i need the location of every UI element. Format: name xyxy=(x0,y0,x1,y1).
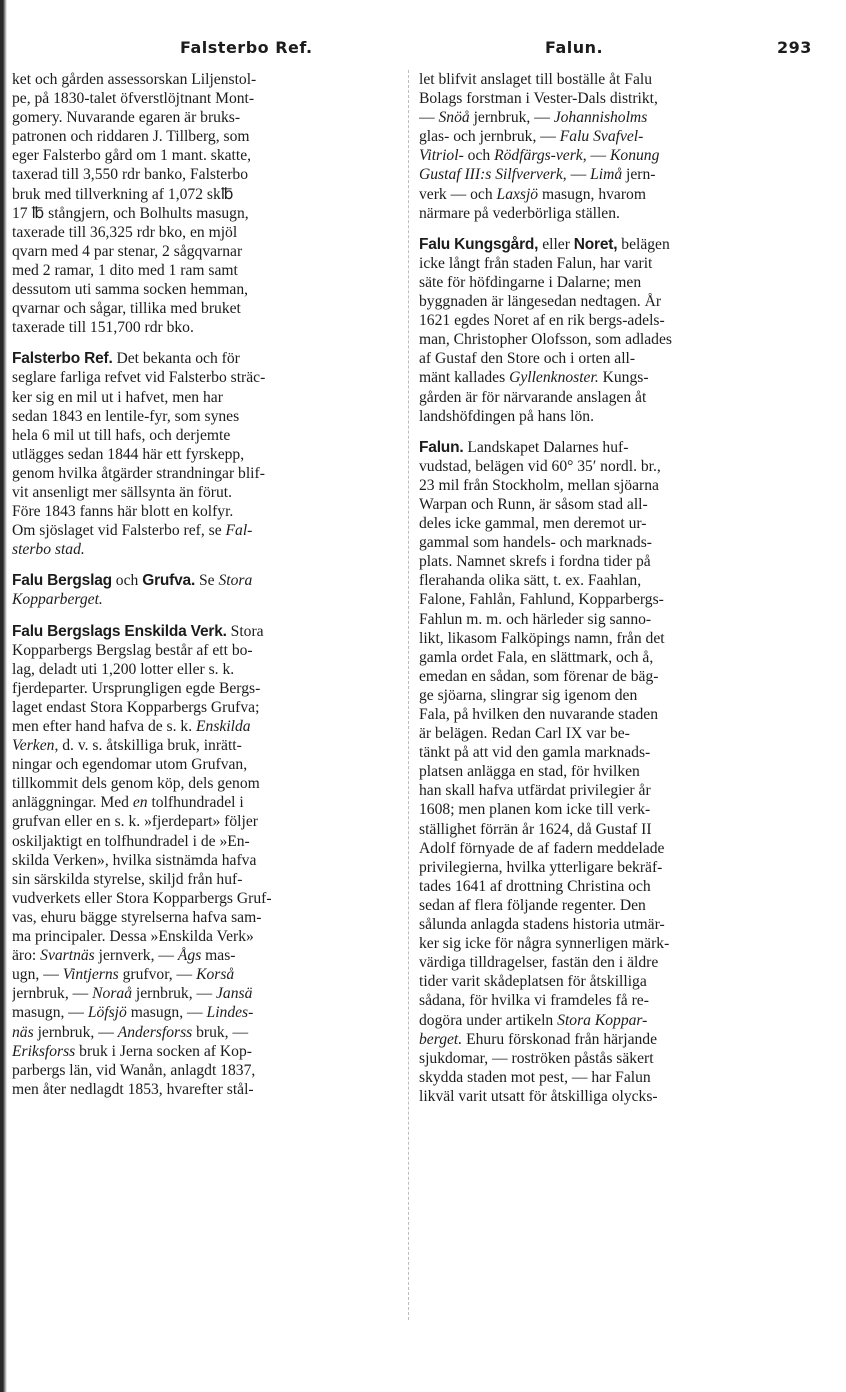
italic-run: Vitriol- xyxy=(419,147,464,165)
paragraph-falsterbo-ref xyxy=(12,349,396,559)
text-run: Stora xyxy=(226,622,264,640)
entry-heading: Falun. xyxy=(419,438,464,456)
italic-run: näs xyxy=(12,1023,34,1041)
text-line: sålunda anlagda stadens historia utmär- xyxy=(419,916,665,934)
text-line: tillkommit dels genom köp, dels genom xyxy=(12,775,260,793)
text-line xyxy=(12,540,396,559)
entry-heading: Falu Bergslags Enskilda Verk. xyxy=(12,622,227,640)
text-line xyxy=(12,984,396,1003)
text-line: vit ansenligt mer sällsynta än förut. xyxy=(12,483,232,501)
text-run: mas- xyxy=(201,947,236,965)
text-line: hela 6 mil ut till hafs, och derjemte xyxy=(12,426,231,444)
text-run: men efter hand hafva de s. k. xyxy=(12,718,197,735)
text-line: 23 mil från Stockholm, mellan sjöarna xyxy=(419,476,659,494)
text-run: glas- och jernbruk, — xyxy=(419,128,560,146)
text-run: eller xyxy=(538,235,574,253)
italic-run: Gustaf III:s Silfververk xyxy=(419,166,563,184)
text-run: , — xyxy=(562,166,591,184)
text-run: jernbruk, — xyxy=(469,109,554,127)
text-line: skydda staden mot pest, — har Falun xyxy=(419,1068,651,1086)
text-line: parbergs län, vid Wanån, anlagdt 1837, xyxy=(12,1061,256,1079)
italic-run: en xyxy=(132,794,148,812)
text-line: deles icke gammal, men deremot ur- xyxy=(419,515,647,533)
text-line xyxy=(12,946,396,965)
text-run: , d. v. s. åtskilliga bruk, inrätt- xyxy=(54,737,242,755)
right-column xyxy=(419,70,812,1106)
text-run: Kungs- xyxy=(598,369,649,387)
paragraph-falsterbo-estate xyxy=(12,70,396,337)
text-line: Warpan och Runn, är såsom stad all- xyxy=(419,495,648,513)
text-run: jern- xyxy=(622,166,656,184)
text-line xyxy=(12,793,396,812)
text-line: fjerdeparter. Ursprungligen egde Bergs- xyxy=(12,679,261,697)
paragraph-falun xyxy=(419,438,812,1106)
text-line: 1621 egdes Noret af en rik bergs-adels- xyxy=(419,312,665,330)
text-line xyxy=(419,1011,812,1030)
text-line: man, Christopher Olofsson, som adlades xyxy=(419,331,672,349)
text-line: värdiga tilldragelser, fastän den i äldre xyxy=(419,954,659,972)
text-line: taxerade till 151,700 rdr bko. xyxy=(12,319,194,337)
text-line: icke långt från staden Falun, har varit xyxy=(419,254,653,272)
paragraph-continued xyxy=(419,70,812,223)
text-line: plats. Namnet skrefs i fordna tider på xyxy=(419,553,651,571)
text-line: seglare farliga refvet vid Falsterbo sträc- xyxy=(12,369,266,387)
binding-edge xyxy=(0,0,7,1392)
text-line: taxerad till 3,550 rdr banko, Falsterbo xyxy=(12,166,249,184)
italic-run: Snöå xyxy=(438,109,470,127)
text-line: med 2 ramar, 1 dito med 1 ram samt xyxy=(12,261,238,279)
text-line xyxy=(12,717,396,736)
text-line: är belägen. Redan Carl IX var be- xyxy=(419,725,630,743)
text-run: Ehuru förskonad från härjande xyxy=(462,1030,658,1048)
italic-run: Jansä xyxy=(216,985,253,1003)
cross-reference: berget. xyxy=(419,1030,463,1048)
text-run: mänt kallades xyxy=(419,369,510,387)
text-line xyxy=(12,349,396,368)
text-line: bruk med tillverkning af 1,072 sk℔ xyxy=(12,185,234,203)
running-head-right: Falun. xyxy=(545,38,604,57)
text-run: Se xyxy=(195,572,219,590)
text-run: äro: xyxy=(12,947,41,965)
entry-heading: Falu Bergslag xyxy=(12,572,112,590)
text-run: masugn, — xyxy=(12,1004,88,1022)
text-line xyxy=(12,622,396,641)
text-line: laget endast Stora Kopparbergs Grufva; xyxy=(12,698,260,716)
text-line xyxy=(419,165,812,184)
italic-run: Korså xyxy=(196,966,235,984)
text-line: grufvan eller en s. k. »fjerdepart» följer xyxy=(12,813,258,831)
text-run: jernbruk, — xyxy=(12,985,93,1003)
text-run: dogöra under artikeln xyxy=(419,1011,558,1029)
italic-run: Andersforss xyxy=(117,1023,193,1041)
text-run: grufvor, — xyxy=(118,966,197,984)
entry-heading: Noret, xyxy=(573,235,618,253)
text-line: eger Falsterbo gård om 1 mant. skatte, xyxy=(12,147,252,165)
italic-run: Rödfärgs-verk xyxy=(494,147,583,165)
text-run: masugn, hvarom xyxy=(538,185,646,203)
cross-reference: Stora xyxy=(218,572,253,590)
text-line: vudverkets eller Stora Kopparbergs Gruf- xyxy=(12,889,272,907)
text-line xyxy=(419,1030,812,1049)
text-line: ker sig icke för några synnerligen märk- xyxy=(419,935,670,953)
text-line xyxy=(419,127,812,146)
text-line: Före 1843 fanns här blott en kolfyr. xyxy=(12,503,234,521)
italic-run: Falu Svafvel- xyxy=(559,128,644,146)
cross-reference: Stora Koppar- xyxy=(557,1011,648,1029)
text-line: sin särskilda styrelse, skiljd från huf- xyxy=(12,870,243,888)
text-line: gamla ordet Fala, en slättmark, och å, xyxy=(419,648,654,666)
entry-heading: Falsterbo Ref. xyxy=(12,350,113,368)
text-line: oskiljaktigt en tolfhundradel i de »En- xyxy=(12,832,250,850)
text-line: landshöfdingen på hans lön. xyxy=(419,407,594,425)
text-line: emedan en sådan, som förenar de bäg- xyxy=(419,667,659,685)
italic-run: Verken xyxy=(12,737,55,755)
text-line: vudstad, belägen vid 60° 35′ nordl. br., xyxy=(419,457,661,475)
text-run: ugn, — xyxy=(12,966,63,984)
text-line xyxy=(419,185,812,204)
text-run: masugn, — xyxy=(126,1004,207,1022)
text-line: gomery. Nuvarande egaren är bruks- xyxy=(12,109,241,127)
text-line xyxy=(12,571,396,590)
text-line: gammal som handels- och marknads- xyxy=(419,534,652,552)
text-run: Landskapet Dalarnes huf- xyxy=(463,438,629,456)
text-run: , — xyxy=(582,147,611,165)
column-divider xyxy=(408,70,409,1320)
text-line: Fahlun m. m. och härleder sig sanno- xyxy=(419,610,652,628)
text-line xyxy=(419,146,812,165)
text-line xyxy=(419,235,812,254)
text-line xyxy=(12,965,396,984)
italic-run: Laxsjö xyxy=(496,185,539,203)
text-line: utlägges sedan 1844 här ett fyrskepp, xyxy=(12,445,245,463)
text-line: ker sig en mil ut i hafvet, men har xyxy=(12,388,223,406)
entry-heading: Falu Kungsgård, xyxy=(419,235,539,253)
text-line: tider varit skådeplatsen för åtskilliga xyxy=(419,973,647,991)
text-line: qvarnar och sågar, tillika med bruket xyxy=(12,300,241,318)
text-line: men åter nedlagdt 1853, hvarefter stål- xyxy=(12,1080,254,1098)
text-line: närmare på vederbörliga ställen. xyxy=(419,204,620,222)
text-line: vas, ehuru bägge styrelserna hafva sam- xyxy=(12,908,262,926)
text-run: bruk i Jerna socken af Kop- xyxy=(75,1042,252,1060)
text-line xyxy=(12,521,396,540)
text-line xyxy=(12,1042,396,1061)
cross-reference: Kopparberget. xyxy=(12,591,103,609)
text-line: Kopparbergs Bergslag består af ett bo- xyxy=(12,641,253,659)
text-line: privilegierna, hvilka ytterligare bekräf- xyxy=(419,858,663,876)
text-line: sedan af flera följande regenter. Den xyxy=(419,896,646,914)
text-line xyxy=(12,736,396,755)
text-line xyxy=(12,1003,396,1022)
text-run: jernbruk, — xyxy=(33,1023,118,1041)
text-line: ge sjöarna, slingrar sig igenom den xyxy=(419,686,638,704)
text-line: likväl varit utsatt för åtskilliga olycks- xyxy=(419,1087,658,1105)
text-run: jernverk, — xyxy=(94,947,178,965)
text-line: taxerade till 36,325 rdr bko, en mjöl xyxy=(12,223,238,241)
text-line: säte för höfdingarne i Dalarne; men xyxy=(419,273,642,291)
text-line: dessutom uti samma socken hemman, xyxy=(12,281,249,299)
italic-run: Konung xyxy=(610,147,660,165)
text-run: tolfhundradel i xyxy=(147,794,244,812)
italic-run: Lindes- xyxy=(206,1004,254,1022)
paragraph-enskilda-verk xyxy=(12,622,396,1099)
text-line: platsen anlägga en stad, för hvilken xyxy=(419,763,640,781)
italic-run: Ågs xyxy=(177,947,202,965)
text-run: och xyxy=(111,572,143,590)
text-line: likt, likasom Falköpings namn, från det xyxy=(419,629,665,647)
text-line: ställighet förrän år 1624, då Gustaf II xyxy=(419,820,652,838)
text-line: 17 ℔ stångjern, och Bolhults masugn, xyxy=(12,204,249,222)
text-line: sjukdomar, — roströken påstås säkert xyxy=(419,1049,654,1067)
text-line xyxy=(12,1023,396,1042)
text-line xyxy=(419,438,812,457)
text-run: Om sjöslaget vid Falsterbo ref, se xyxy=(12,522,226,540)
text-run: belägen xyxy=(617,235,670,253)
entry-heading: Grufva. xyxy=(142,572,196,590)
italic-run: Johannisholms xyxy=(553,109,648,127)
text-line: pe, på 1830-talet öfverstlöjtnant Mont- xyxy=(12,90,255,108)
text-line: byggnaden är längesedan nedtagen. År xyxy=(419,293,662,311)
italic-run: Noraå xyxy=(92,985,132,1003)
cross-reference: Fal- xyxy=(225,522,253,540)
text-line: ket och gården assessorskan Liljenstol- xyxy=(12,71,257,88)
text-run: verk — och xyxy=(419,185,497,203)
paragraph-falu-bergslag xyxy=(12,571,396,609)
text-line: let blifvit anslaget till boställe åt Falu xyxy=(419,71,652,88)
text-run: anläggningar. Med xyxy=(12,794,133,812)
text-line: genom hvilka åtgärder strandningar blif- xyxy=(12,464,265,482)
text-line: af Gustaf den Store och i orten all- xyxy=(419,350,636,368)
italic-run: Svartnäs xyxy=(40,947,95,965)
text-line: Falone, Fahlån, Fahlund, Kopparbergs- xyxy=(419,591,664,609)
text-line: tades 1641 af drottning Christina och xyxy=(419,877,651,895)
text-line: gården är för närvarande anslagen åt xyxy=(419,388,647,406)
text-run: jernbruk, — xyxy=(132,985,217,1003)
text-line xyxy=(419,368,812,387)
text-line: tänkt på att vid den gamla marknads- xyxy=(419,744,651,762)
page-number: 293 xyxy=(777,38,812,57)
text-run: Det bekanta och för xyxy=(112,350,240,368)
text-run: bruk, — xyxy=(192,1023,249,1041)
text-line: ma principaler. Dessa »Enskilda Verk» xyxy=(12,928,254,946)
text-line xyxy=(419,108,812,127)
text-line: ningar och egendomar utom Grufvan, xyxy=(12,756,248,774)
italic-run: Vintjerns xyxy=(62,966,119,984)
text-run: — xyxy=(419,109,439,127)
text-line: Fala, på hvilken den nuvarande staden xyxy=(419,706,659,723)
text-line: Bolags forstman i Vester-Dals distrikt, xyxy=(419,90,658,108)
italic-run: Gyllenknoster. xyxy=(509,369,599,387)
italic-run: Enskilda xyxy=(196,718,251,735)
text-line: Adolf förnyade de af fadern meddelade xyxy=(419,839,665,857)
text-line: lag, deladt uti 1,200 lotter eller s. k. xyxy=(12,660,235,678)
running-head-left: Falsterbo Ref. xyxy=(180,38,313,57)
left-column xyxy=(12,70,396,1099)
text-run: och xyxy=(463,147,495,165)
text-line: han skall hafva utfärdat privilegier år xyxy=(419,782,651,800)
cross-reference: sterbo stad. xyxy=(12,541,85,559)
text-line: 1608; men planen kom icke till verk- xyxy=(419,801,651,819)
text-line xyxy=(12,590,396,609)
text-line: sådana, för hvilka vi framdeles få re- xyxy=(419,992,649,1010)
italic-run: Löfsjö xyxy=(87,1004,127,1022)
text-line: qvarn med 4 par stenar, 2 sågqvarnar xyxy=(12,242,243,260)
text-line: flerahanda olika sätt, t. ex. Faahlan, xyxy=(419,572,642,590)
paragraph-falu-kungsgard xyxy=(419,235,812,426)
text-line: patronen och riddaren J. Tillberg, som xyxy=(12,128,250,146)
text-line: skilda Verken», hvilka sistnämda hafva xyxy=(12,851,257,869)
italic-run: Eriksforss xyxy=(12,1042,76,1060)
text-line: sedan 1843 en lentile-fyr, som synes xyxy=(12,407,240,425)
italic-run: Limå xyxy=(590,166,623,184)
